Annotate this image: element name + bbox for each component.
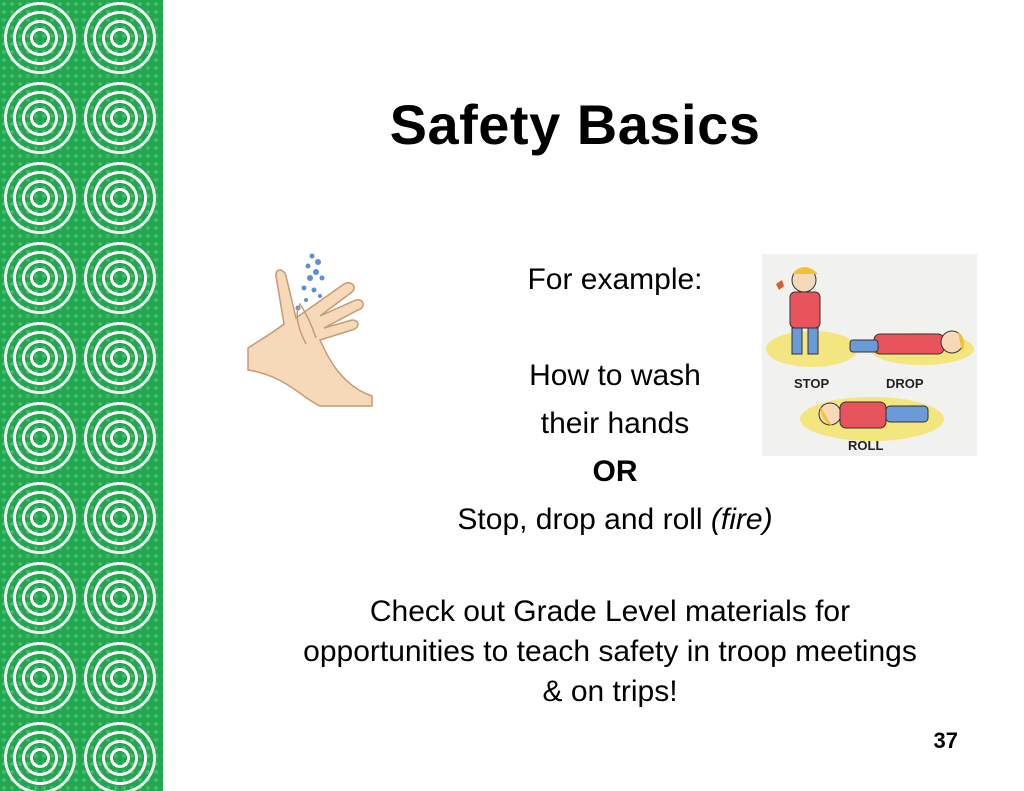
stop-drop-roll-illustration <box>762 254 977 456</box>
stop-drop-roll-line <box>410 496 820 544</box>
grade-level-note: Check out Grade Level materials for opportunities to teach safety in troop meetings & on trips! <box>303 595 917 708</box>
handwash-line-1: How to wash <box>529 359 701 392</box>
drop-label: DROP <box>886 376 924 391</box>
roll-label: ROLL <box>848 438 884 453</box>
stop-drop-roll-text: Stop, drop and roll <box>457 503 703 536</box>
handwash-line-2: their hands <box>540 407 690 440</box>
page-number: 37 <box>933 728 958 753</box>
fire-note: (fire) <box>710 503 773 536</box>
decorative-side-band <box>0 0 163 791</box>
slide-title: Safety Basics <box>389 93 761 156</box>
example-intro: For example: <box>527 263 703 296</box>
hands-shape <box>248 270 372 406</box>
example-list <box>410 256 820 544</box>
spacer <box>410 304 820 352</box>
stop-label: STOP <box>794 376 830 391</box>
or-separator: OR <box>592 455 638 488</box>
hand-washing-illustration <box>246 248 374 408</box>
